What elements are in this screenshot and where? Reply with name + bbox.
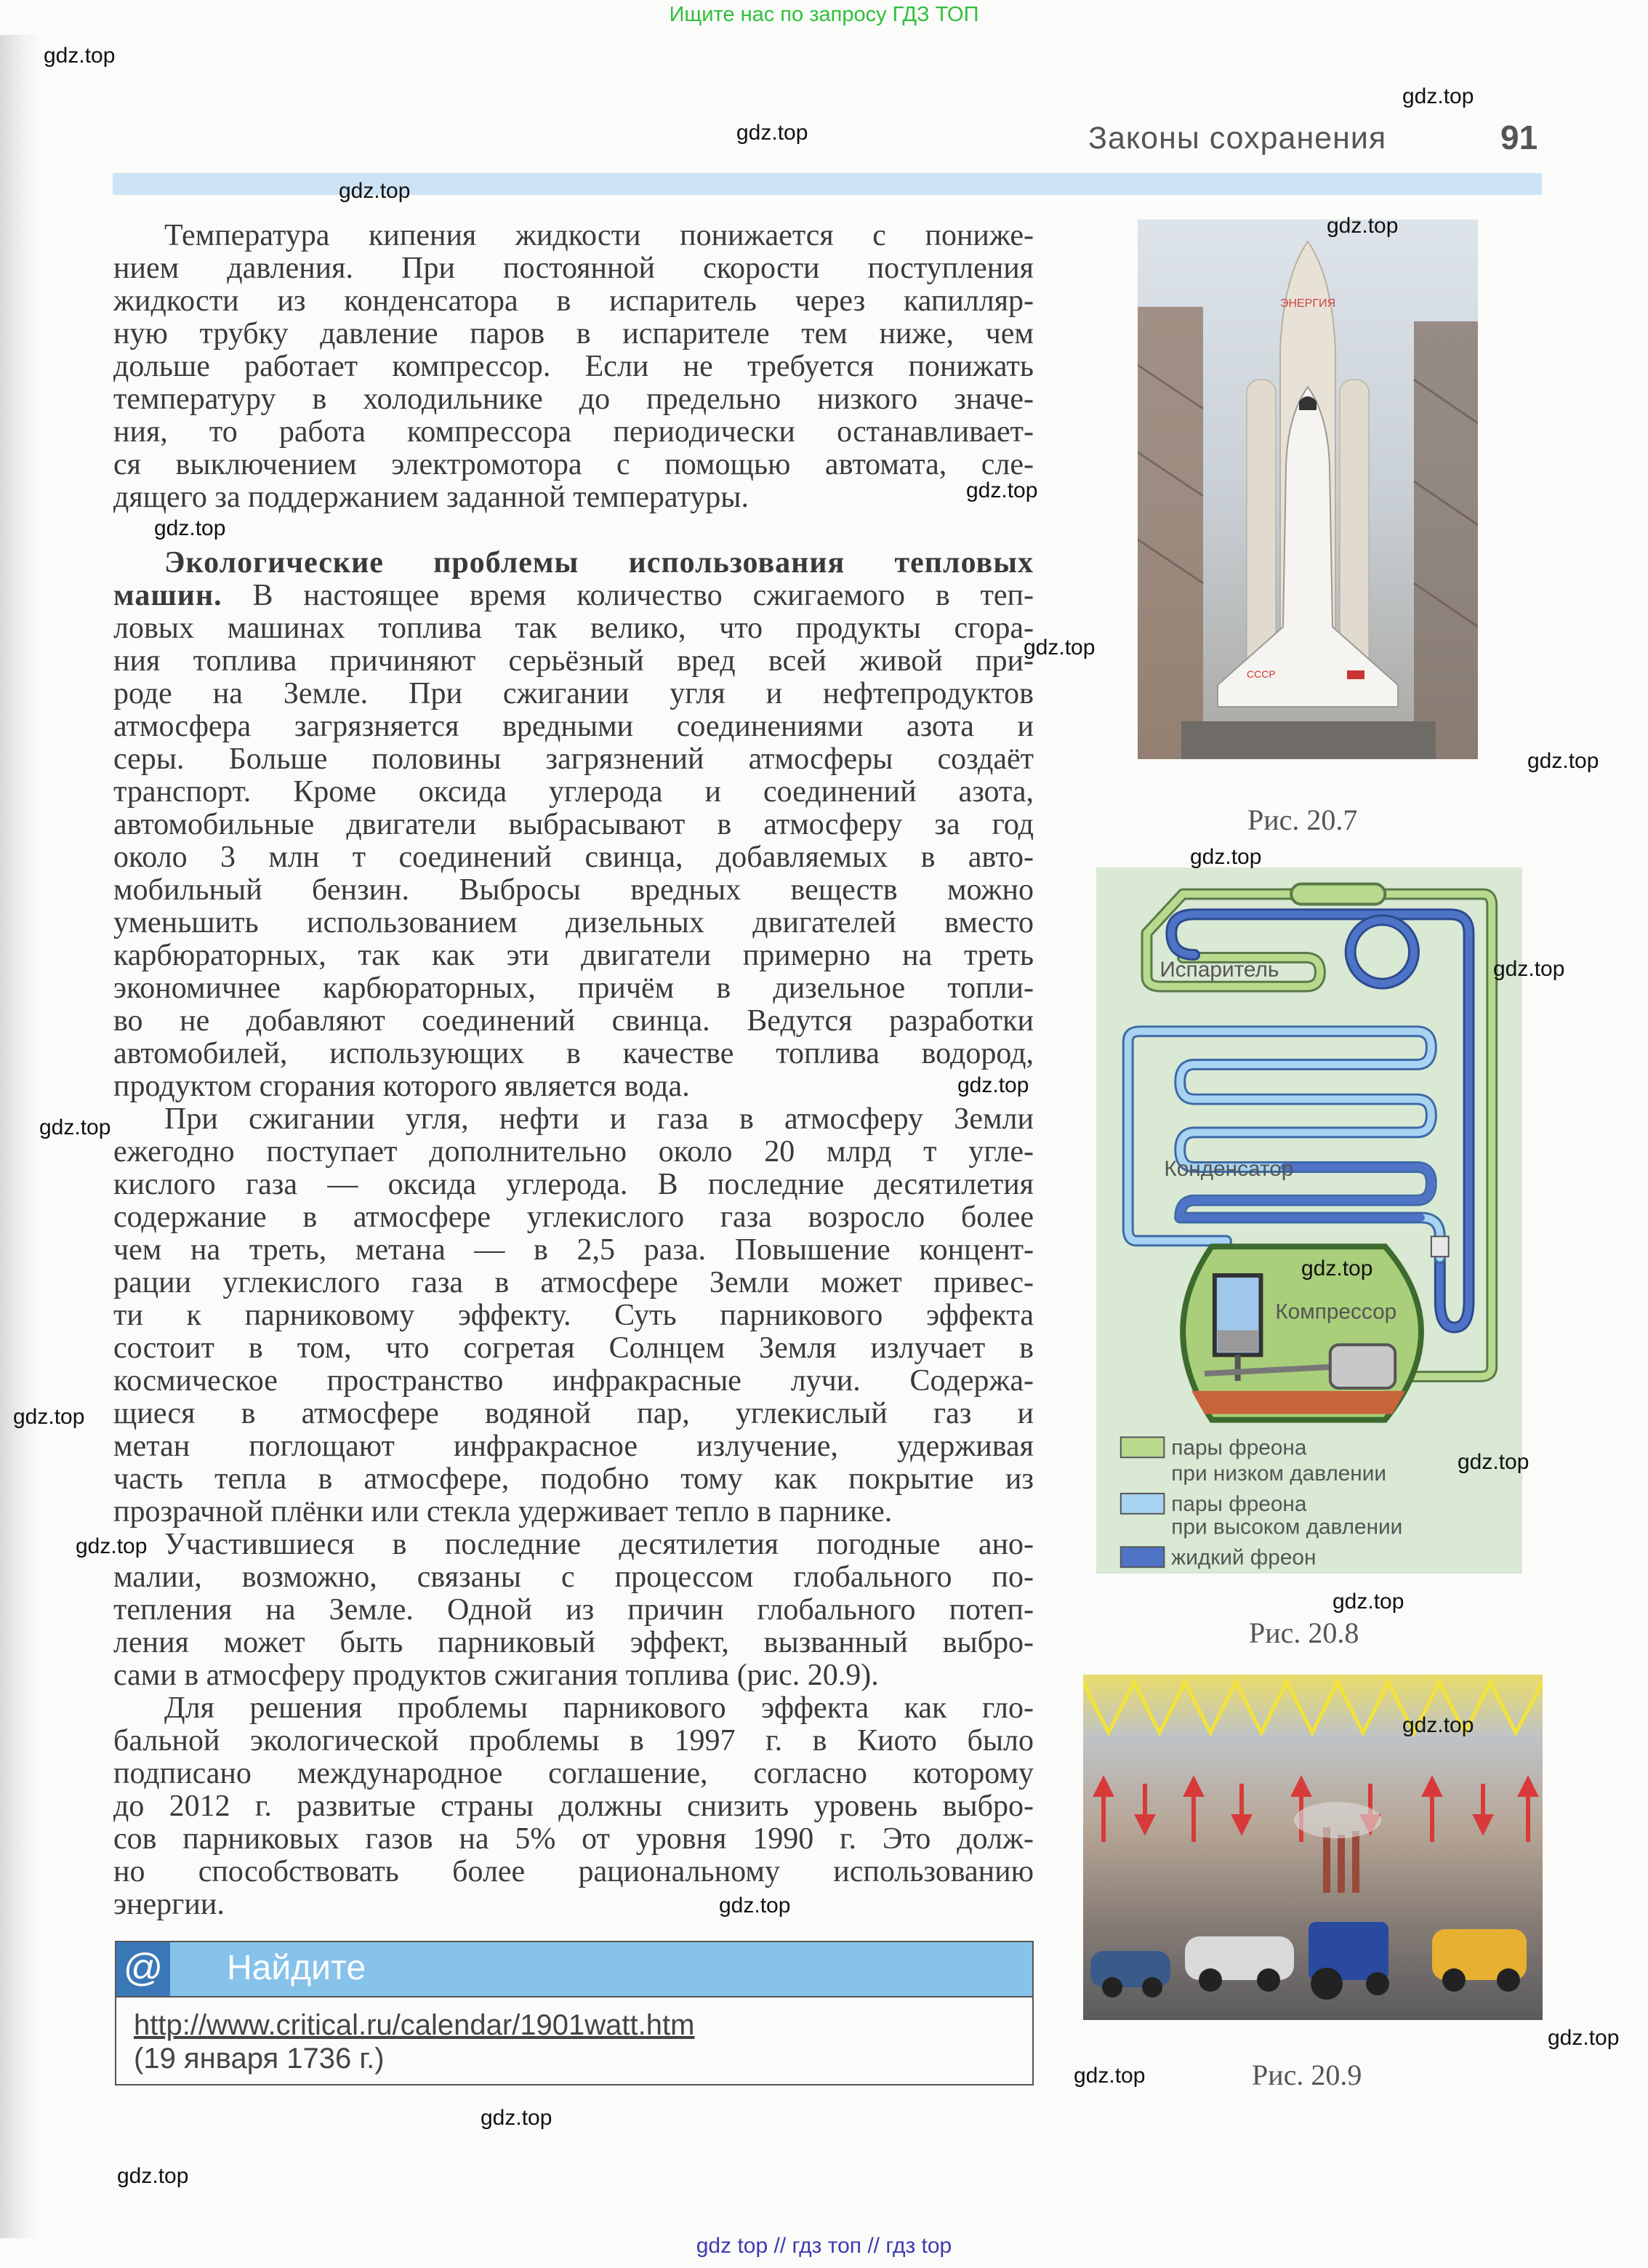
text-line bbox=[113, 972, 1034, 1005]
text-line bbox=[113, 809, 1034, 841]
watermark: gdz.top bbox=[44, 44, 116, 68]
rocket-illustration bbox=[1138, 220, 1478, 759]
svg-text:СССР: СССР bbox=[1247, 668, 1276, 680]
svg-text:Испаритель: Испаритель bbox=[1159, 957, 1279, 982]
line-text: около 3 млн т соединений свинца, добавляемых в авто- bbox=[113, 841, 1034, 874]
text-line bbox=[113, 612, 1034, 645]
line-text: уменьшить использованием дизельных двигателей вместо bbox=[113, 907, 1034, 939]
line-text: автомобилей, использующих в качестве топлива водород, bbox=[113, 1038, 1034, 1070]
bottom-banner[interactable]: gdz top // гдз топ // гдз top bbox=[696, 2234, 952, 2258]
page-number: 91 bbox=[1500, 119, 1538, 156]
line-text: транспорт. Кроме оксида углерода и соединений азота, bbox=[113, 776, 1034, 809]
bold-heading-text: Экологические проблемы использования тепловых bbox=[164, 547, 1034, 580]
bold-heading-text: машин. bbox=[113, 580, 222, 612]
text-line bbox=[113, 1561, 1034, 1594]
find-box-header bbox=[116, 1942, 1032, 1997]
line-text: ти к парниковому эффекту. Суть парникового эффекта bbox=[113, 1299, 1034, 1332]
line-text: прозрачной плёнки или стекла удерживает тепло в парнике. bbox=[113, 1496, 893, 1528]
text-line bbox=[113, 1103, 1034, 1136]
line-text: ния топлива причиняют серьёзный вред всей живой при- bbox=[113, 645, 1034, 678]
line-text: атмосфера загрязняется вредными соединениями азота и bbox=[113, 710, 1034, 743]
line-text: жидкости из конденсатора в испаритель через капилляр- bbox=[113, 285, 1034, 318]
text-line bbox=[113, 285, 1034, 318]
text-line bbox=[113, 1299, 1034, 1332]
text-line bbox=[113, 1267, 1034, 1299]
line-text: карбюраторных, так как эти двигатели примерно на треть bbox=[113, 939, 1034, 972]
line-text: температуру в холодильнике до предельно низкого значе- bbox=[113, 383, 1034, 416]
line-text: ловых машинах топлива так велико, что продукты сгора- bbox=[113, 612, 1034, 645]
reference-date: (19 января 1736 г.) bbox=[134, 2043, 385, 2075]
line-text: во не добавляют соединений свинца. Ведутся разработки bbox=[113, 1005, 1034, 1038]
text-line bbox=[113, 1463, 1034, 1496]
line-text: Для решения проблемы парникового эффекта как гло- bbox=[164, 1692, 1034, 1725]
text-line bbox=[113, 1528, 1034, 1561]
text-line bbox=[113, 1201, 1034, 1234]
section-title: Законы сохранения bbox=[1088, 121, 1387, 156]
find-box-title: Найдите bbox=[227, 1949, 366, 1987]
line-text: рации углекислого газа в атмосфере Земли может привес- bbox=[113, 1267, 1034, 1299]
text-line bbox=[113, 1038, 1034, 1070]
line-text: роде на Земле. При сжигании угля и нефтепродуктов bbox=[113, 678, 1034, 710]
watermark: gdz.top bbox=[736, 121, 808, 145]
figure-caption-20-7: Рис. 20.7 bbox=[1247, 804, 1358, 836]
text-line bbox=[113, 1758, 1034, 1790]
line-text: дольше работает компрессор. Если не требуется понижать bbox=[113, 350, 1034, 383]
line-text: ся выключением электромотора с помощью автомата, сле- bbox=[113, 449, 1034, 481]
text-line bbox=[113, 1398, 1034, 1430]
page-fold-shadow bbox=[0, 35, 41, 2238]
text-line bbox=[113, 1169, 1034, 1201]
watermark: gdz.top bbox=[39, 1115, 111, 1139]
line-text: часть тепла в атмосфере, подобно тому как покрытие из bbox=[113, 1463, 1034, 1496]
line-text: сов парниковых газов на 5% от уровня 1990 г. Это долж- bbox=[113, 1823, 1034, 1856]
watermark: gdz.top bbox=[76, 1534, 148, 1558]
text-line bbox=[113, 1856, 1034, 1888]
text-line bbox=[113, 678, 1034, 710]
text-line bbox=[113, 1070, 1034, 1103]
legend-swatch-high-pressure bbox=[1121, 1494, 1165, 1514]
text-line bbox=[113, 350, 1034, 383]
line-text: мобильный бензин. Выбросы вредных веществ можно bbox=[113, 874, 1034, 907]
line-text: метан поглощают инфракрасное излучение, удерживая bbox=[113, 1430, 1034, 1463]
watermark: gdz.top bbox=[957, 1073, 1029, 1097]
watermark: gdz.top bbox=[1458, 1450, 1530, 1474]
line-text: При сжигании угля, нефти и газа в атмосферу Земли bbox=[164, 1103, 1034, 1136]
line-text: подписано международное соглашение, согласно которому bbox=[113, 1758, 1034, 1790]
line-text: но способствовать более рациональному использованию bbox=[113, 1856, 1034, 1888]
text-line bbox=[113, 939, 1034, 972]
text-line bbox=[113, 1659, 1034, 1692]
text-line bbox=[113, 1823, 1034, 1856]
line-text: щиеся в атмосфере водяной пар, углекислый газ и bbox=[113, 1398, 1034, 1430]
svg-text:при высоком давлении: при высоком давлении bbox=[1171, 1515, 1403, 1539]
line-text: содержание в атмосфере углекислого газа возросло более bbox=[113, 1201, 1034, 1234]
text-line bbox=[113, 1005, 1034, 1038]
text-line bbox=[113, 1692, 1034, 1725]
watermark: gdz.top bbox=[1327, 214, 1399, 238]
paragraph-gap bbox=[113, 514, 1034, 547]
text-line bbox=[113, 1496, 1034, 1528]
top-banner[interactable]: Ищите нас по запросу ГДЗ ТОП bbox=[669, 3, 979, 26]
text-line bbox=[113, 907, 1034, 939]
line-text: до 2012 г. развитые страны должны снизить уровень выбро- bbox=[113, 1790, 1034, 1823]
line-text: тепления на Земле. Одной из причин глобального потеп- bbox=[113, 1594, 1034, 1627]
figure-rocket-photo bbox=[1138, 220, 1478, 759]
line-text: энергии. bbox=[113, 1888, 225, 1921]
line-text: ную трубку давление паров в испарителе тем ниже, чем bbox=[113, 318, 1034, 350]
line-text: продуктом сгорания которого является вода. bbox=[113, 1070, 690, 1103]
line-text: В настоящее время количество сжигаемого в теп- bbox=[222, 580, 1034, 612]
line-text: ния, то работа компрессора периодически останавливает- bbox=[113, 416, 1034, 449]
line-text: бальной экологической проблемы в 1997 г. в Киото было bbox=[113, 1725, 1034, 1758]
watermark: gdz.top bbox=[1333, 1590, 1404, 1614]
figure-caption-20-8: Рис. 20.8 bbox=[1249, 1616, 1359, 1649]
text-line bbox=[113, 318, 1034, 350]
watermark: gdz.top bbox=[13, 1405, 85, 1429]
watermark: gdz.top bbox=[1301, 1257, 1373, 1281]
line-text: Участившиеся в последние десятилетия погодные ано- bbox=[164, 1528, 1034, 1561]
watermark: gdz.top bbox=[154, 516, 226, 540]
text-line bbox=[113, 1136, 1034, 1169]
text-line bbox=[113, 220, 1034, 252]
line-text: Температура кипения жидкости понижается с пониже- bbox=[164, 220, 1034, 252]
svg-text:Конденсатор: Конденсатор bbox=[1164, 1156, 1294, 1181]
line-text: сами в атмосферу продуктов сжигания топлива (рис. 20.9). bbox=[113, 1659, 879, 1692]
text-line bbox=[113, 841, 1034, 874]
watermark: gdz.top bbox=[1402, 1713, 1474, 1737]
watermark: gdz.top bbox=[1527, 749, 1599, 773]
text-line bbox=[113, 1627, 1034, 1659]
find-box bbox=[115, 1941, 1034, 2085]
svg-text:Компрессор: Компрессор bbox=[1275, 1299, 1397, 1324]
line-text: нием давления. При постоянной скорости поступления bbox=[113, 252, 1034, 285]
line-text: серы. Больше половины загрязнений атмосферы создаёт bbox=[113, 743, 1034, 776]
text-line bbox=[113, 449, 1034, 481]
line-text: космическое пространство инфракрасные лучи. Содержа- bbox=[113, 1365, 1034, 1398]
body-text bbox=[113, 220, 1034, 1921]
text-line bbox=[113, 547, 1034, 580]
watermark: gdz.top bbox=[1024, 636, 1096, 660]
line-text: ежегодно поступает дополнительно около 20 млрд т угле- bbox=[113, 1136, 1034, 1169]
svg-text:ЭНЕРГИЯ: ЭНЕРГИЯ bbox=[1279, 297, 1336, 310]
text-line bbox=[113, 383, 1034, 416]
line-text: малии, возможно, связаны с процессом глобального по- bbox=[113, 1561, 1034, 1594]
line-text: чем на треть, метана — в 2,5 раза. Повышение концент- bbox=[113, 1234, 1034, 1267]
watermark: gdz.top bbox=[1402, 84, 1474, 108]
text-line bbox=[113, 1594, 1034, 1627]
line-text: кислого газа — оксида углерода. В последние десятилетия bbox=[113, 1169, 1034, 1201]
watermark: gdz.top bbox=[966, 478, 1038, 502]
text-line bbox=[113, 743, 1034, 776]
watermark: gdz.top bbox=[1548, 2026, 1620, 2050]
text-line bbox=[113, 1888, 1034, 1921]
reference-link[interactable]: http://www.critical.ru/calendar/1901watt.htm bbox=[134, 2009, 695, 2041]
legend-swatch-liquid bbox=[1121, 1547, 1165, 1567]
svg-text:пары фреона: пары фреона bbox=[1171, 1435, 1307, 1460]
text-line bbox=[113, 580, 1034, 612]
text-line bbox=[113, 481, 1034, 514]
text-line bbox=[113, 1234, 1034, 1267]
watermark: gdz.top bbox=[481, 2106, 552, 2130]
line-text: дящего за поддержанием заданной температуры. bbox=[113, 481, 749, 514]
watermark: gdz.top bbox=[339, 179, 411, 203]
svg-text:пары фреона: пары фреона bbox=[1171, 1491, 1307, 1516]
line-text: состоит в том, что согретая Солнцем Земля излучает в bbox=[113, 1332, 1034, 1365]
line-text: ления может быть парниковый эффект, вызванный выбро- bbox=[113, 1627, 1034, 1659]
text-line bbox=[113, 252, 1034, 285]
watermark: gdz.top bbox=[1190, 845, 1262, 869]
figure-caption-20-9: Рис. 20.9 bbox=[1252, 2059, 1362, 2091]
line-text: экономичнее карбюраторных, причём в дизельное топли- bbox=[113, 972, 1034, 1005]
header-bar bbox=[113, 173, 1542, 195]
text-line bbox=[113, 776, 1034, 809]
text-line bbox=[113, 1725, 1034, 1758]
text-line bbox=[113, 1365, 1034, 1398]
text-line bbox=[113, 416, 1034, 449]
text-line bbox=[113, 1332, 1034, 1365]
svg-text:жидкий фреон: жидкий фреон bbox=[1171, 1545, 1317, 1570]
at-sign-icon: @ bbox=[116, 1942, 170, 1996]
watermark: gdz.top bbox=[117, 2164, 189, 2188]
line-text: автомобильные двигатели выбрасывают в атмосферу за год bbox=[113, 809, 1034, 841]
text-line bbox=[113, 645, 1034, 678]
watermark: gdz.top bbox=[1493, 957, 1565, 981]
text-line bbox=[113, 1790, 1034, 1823]
watermark: gdz.top bbox=[719, 1894, 791, 1918]
svg-text:при низком давлении: при низком давлении bbox=[1171, 1462, 1387, 1486]
text-line bbox=[113, 874, 1034, 907]
legend-swatch-low-pressure bbox=[1121, 1437, 1165, 1457]
watermark: gdz.top bbox=[1074, 2064, 1146, 2088]
text-line bbox=[113, 1430, 1034, 1463]
text-line bbox=[113, 710, 1034, 743]
